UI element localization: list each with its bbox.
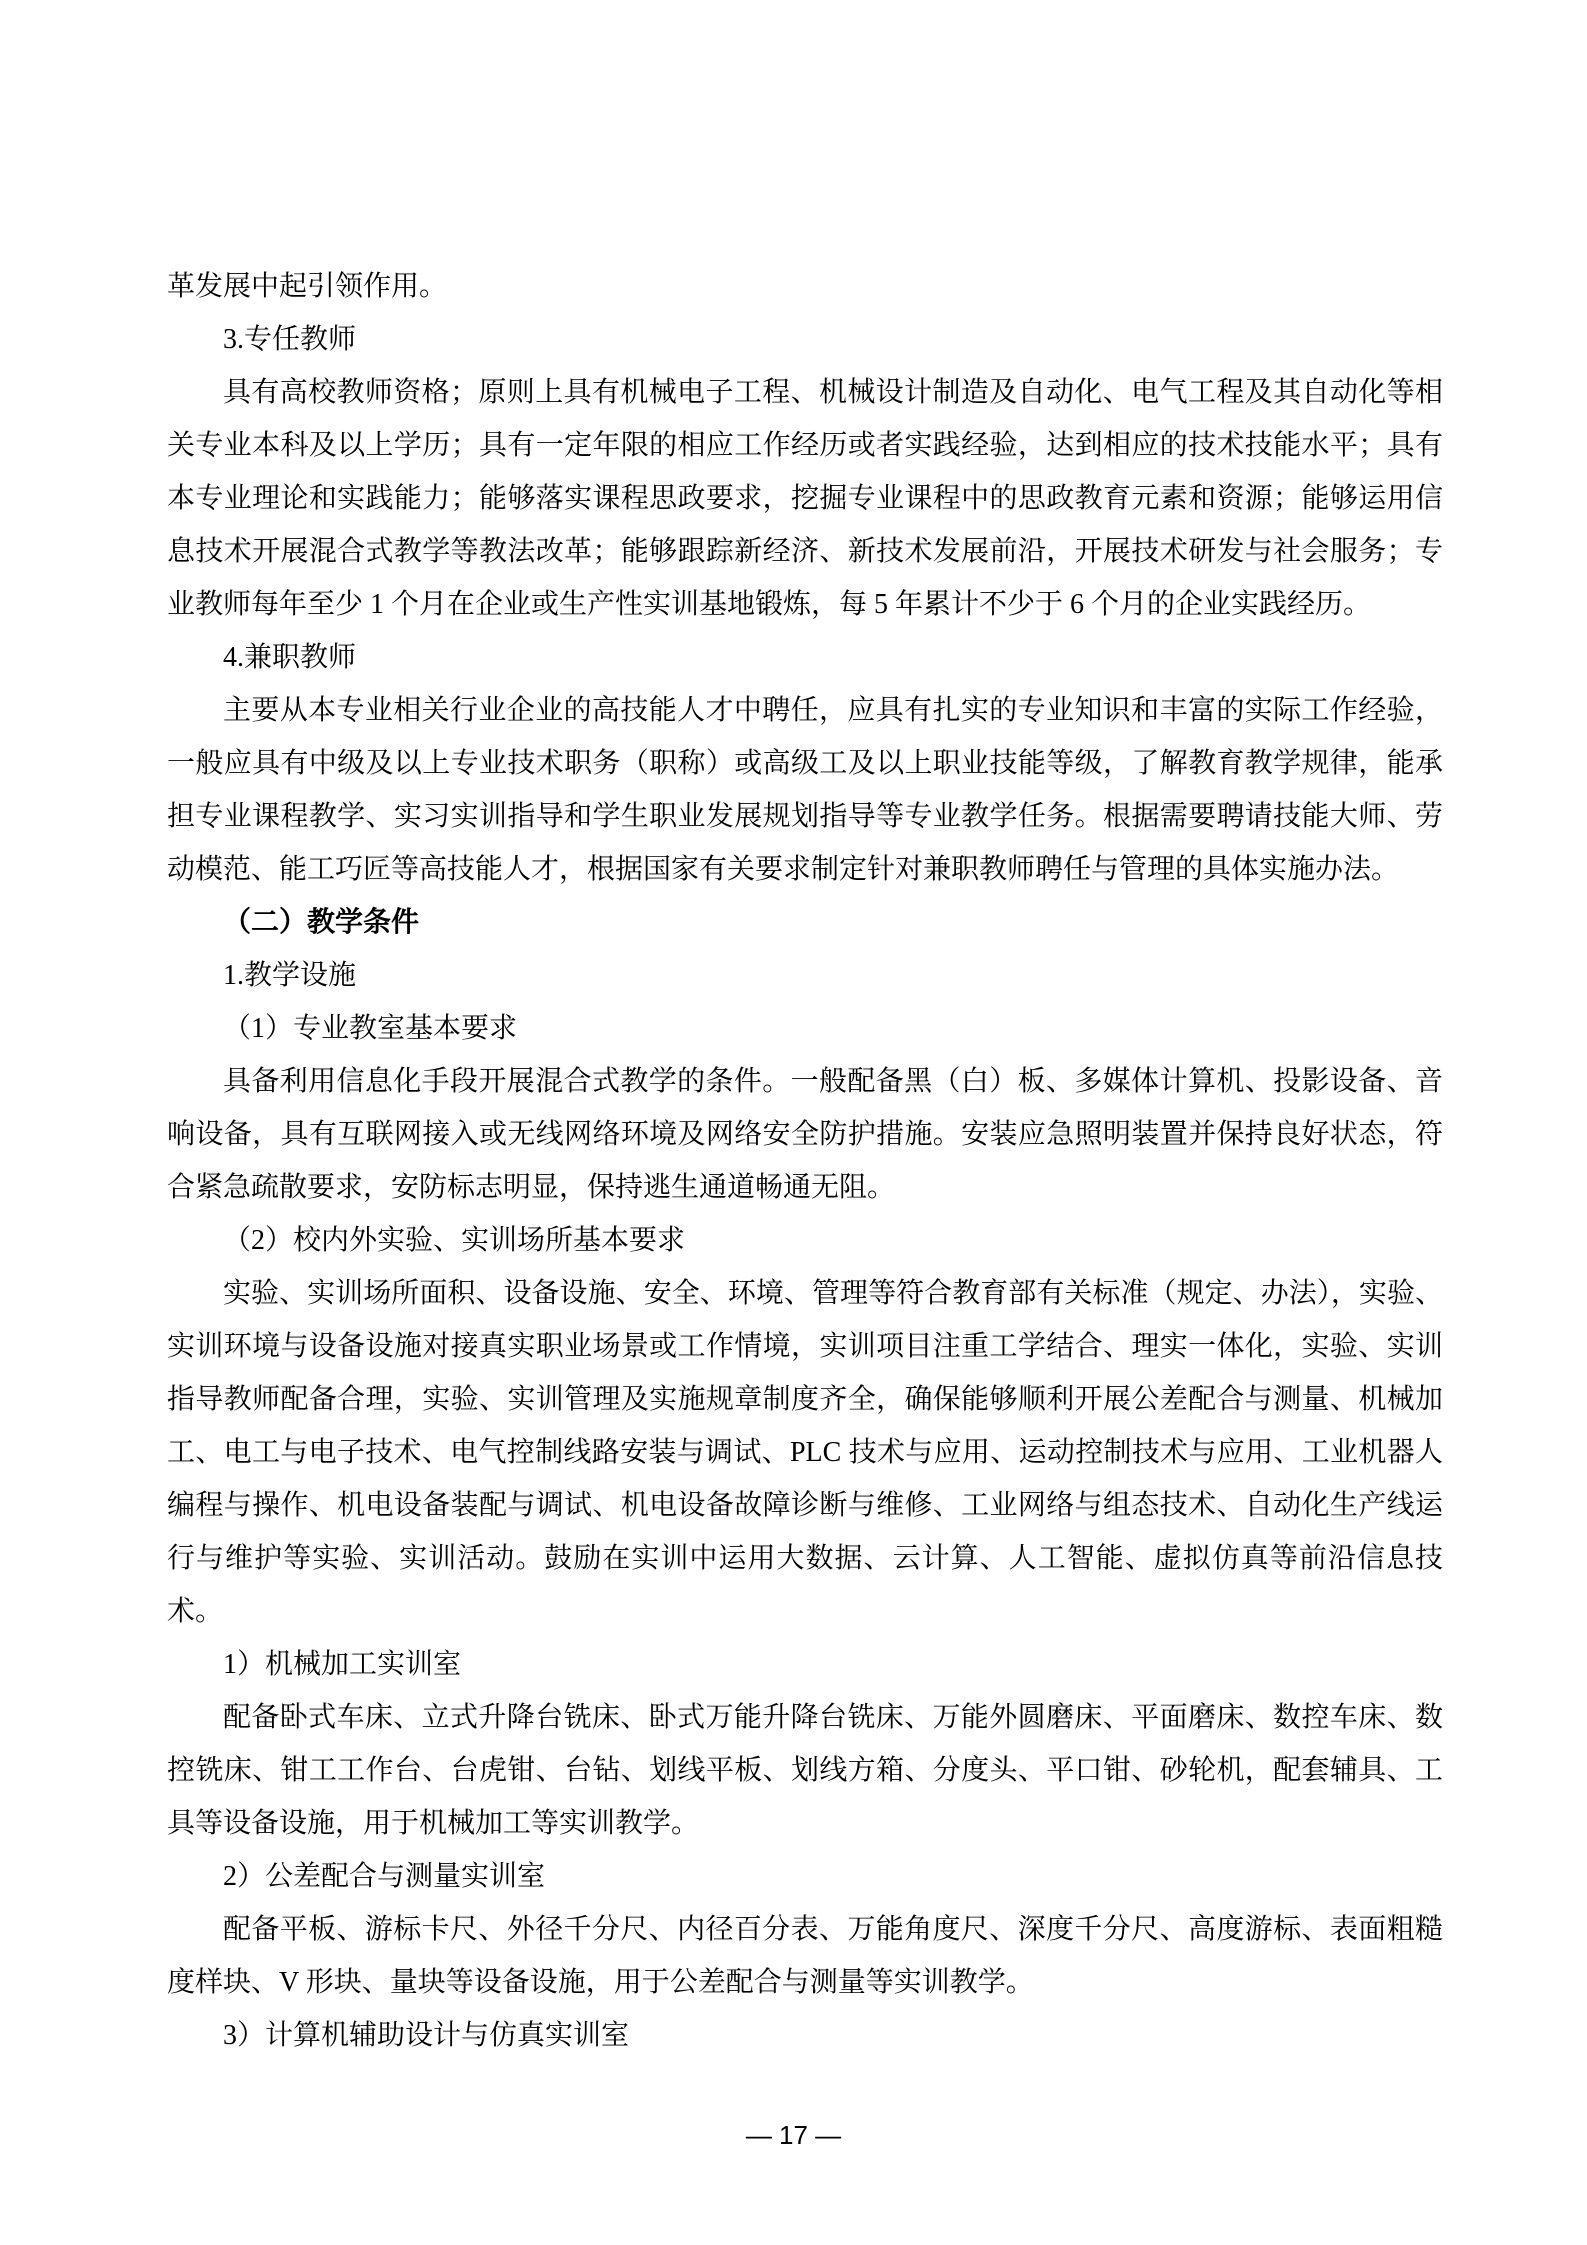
paragraph-full-time-teachers: 具有高校教师资格；原则上具有机械电子工程、机械设计制造及自动化、电气工程及其自动化等相关专业本科及以上学历；具有一定年限的相应工作经历或者实践经验，达到相应的技术技能水平；具有本专业理论和实践能力；能够落实课程思政要求，挖掘专业课程中的思政教育元素和资源；能够运用信息技术开展混合式教学等教法改革；能够跟踪新经济、新技术发展前沿，开展技术研发与社会服务；专业教师每年至少 1 个月在企业或生产性实训基地锻炼，每 5 年累计不少于 6 个月的企业实践经历。 [167, 377, 1443, 620]
heading-part-time-teachers: 4.兼职教师 [223, 642, 357, 673]
heading-training-site-requirements: （2）校内外实验、实训场所基本要求 [223, 1225, 686, 1256]
paragraph-training-site-requirements: 实验、实训场所面积、设备设施、安全、环境、管理等符合教育部有关标准（规定、办法），实验、实训环境与设备设施对接真实职业场景或工作情境，实训项目注重工学结合、理实一体化，实验、实训指导教师配备合理，实验、实训管理及实施规章制度齐全，确保能够顺利开展公差配合与测量、机械加工、电工与电子技术、电气控制线路安装与调试、PLC 技术与应用、运动控制技术与应用、工业机器人编程与操作、机电设备装配与调试、机电设备故障诊断与维修、工业网络与组态技术、自动化生产线运行与维护等实验、实训活动。鼓励在实训中运用大数据、云计算、人工智能、虚拟仿真等前沿信息技术。 [167, 1278, 1443, 1627]
page-footer [0, 2118, 1587, 2152]
heading-machining-training-room: 1）机械加工实训室 [223, 1649, 462, 1680]
page-content [167, 260, 1443, 2062]
paragraph-continuation: 革发展中起引领作用。 [167, 271, 448, 302]
page-number: — 17 — [745, 2120, 842, 2150]
heading-teaching-facilities: 1.教学设施 [223, 960, 357, 991]
heading-full-time-teachers: 3.专任教师 [223, 324, 357, 355]
paragraph-tolerance-measurement-training-room: 配备平板、游标卡尺、外径千分尺、内径百分表、万能角度尺、深度千分尺、高度游标、表面粗糙度样块、V 形块、量块等设备设施，用于公差配合与测量等实训教学。 [167, 1914, 1443, 1998]
section-heading-teaching-conditions: （二）教学条件 [223, 907, 420, 938]
heading-tolerance-measurement-training-room: 2）公差配合与测量实训室 [223, 1861, 546, 1892]
heading-cad-simulation-training-room: 3）计算机辅助设计与仿真实训室 [223, 2020, 630, 2051]
paragraph-machining-training-room: 配备卧式车床、立式升降台铣床、卧式万能升降台铣床、万能外圆磨床、平面磨床、数控车床、数控铣床、钳工工作台、台虎钳、台钻、划线平板、划线方箱、分度头、平口钳、砂轮机，配套辅具、工具等设备设施，用于机械加工等实训教学。 [167, 1702, 1443, 1839]
paragraph-part-time-teachers: 主要从本专业相关行业企业的高技能人才中聘任，应具有扎实的专业知识和丰富的实际工作经验，一般应具有中级及以上专业技术职务（职称）或高级工及以上职业技能等级，了解教育教学规律，能承担专业课程教学、实习实训指导和学生职业发展规划指导等专业教学任务。根据需要聘请技能大师、劳动模范、能工巧匠等高技能人才，根据国家有关要求制定针对兼职教师聘任与管理的具体实施办法。 [167, 695, 1443, 885]
heading-classroom-requirements: （1）专业教室基本要求 [223, 1013, 518, 1044]
paragraph-classroom-requirements: 具备利用信息化手段开展混合式教学的条件。一般配备黑（白）板、多媒体计算机、投影设备、音响设备，具有互联网接入或无线网络环境及网络安全防护措施。安装应急照明装置并保持良好状态，符合紧急疏散要求，安防标志明显，保持逃生通道畅通无阻。 [167, 1066, 1443, 1203]
